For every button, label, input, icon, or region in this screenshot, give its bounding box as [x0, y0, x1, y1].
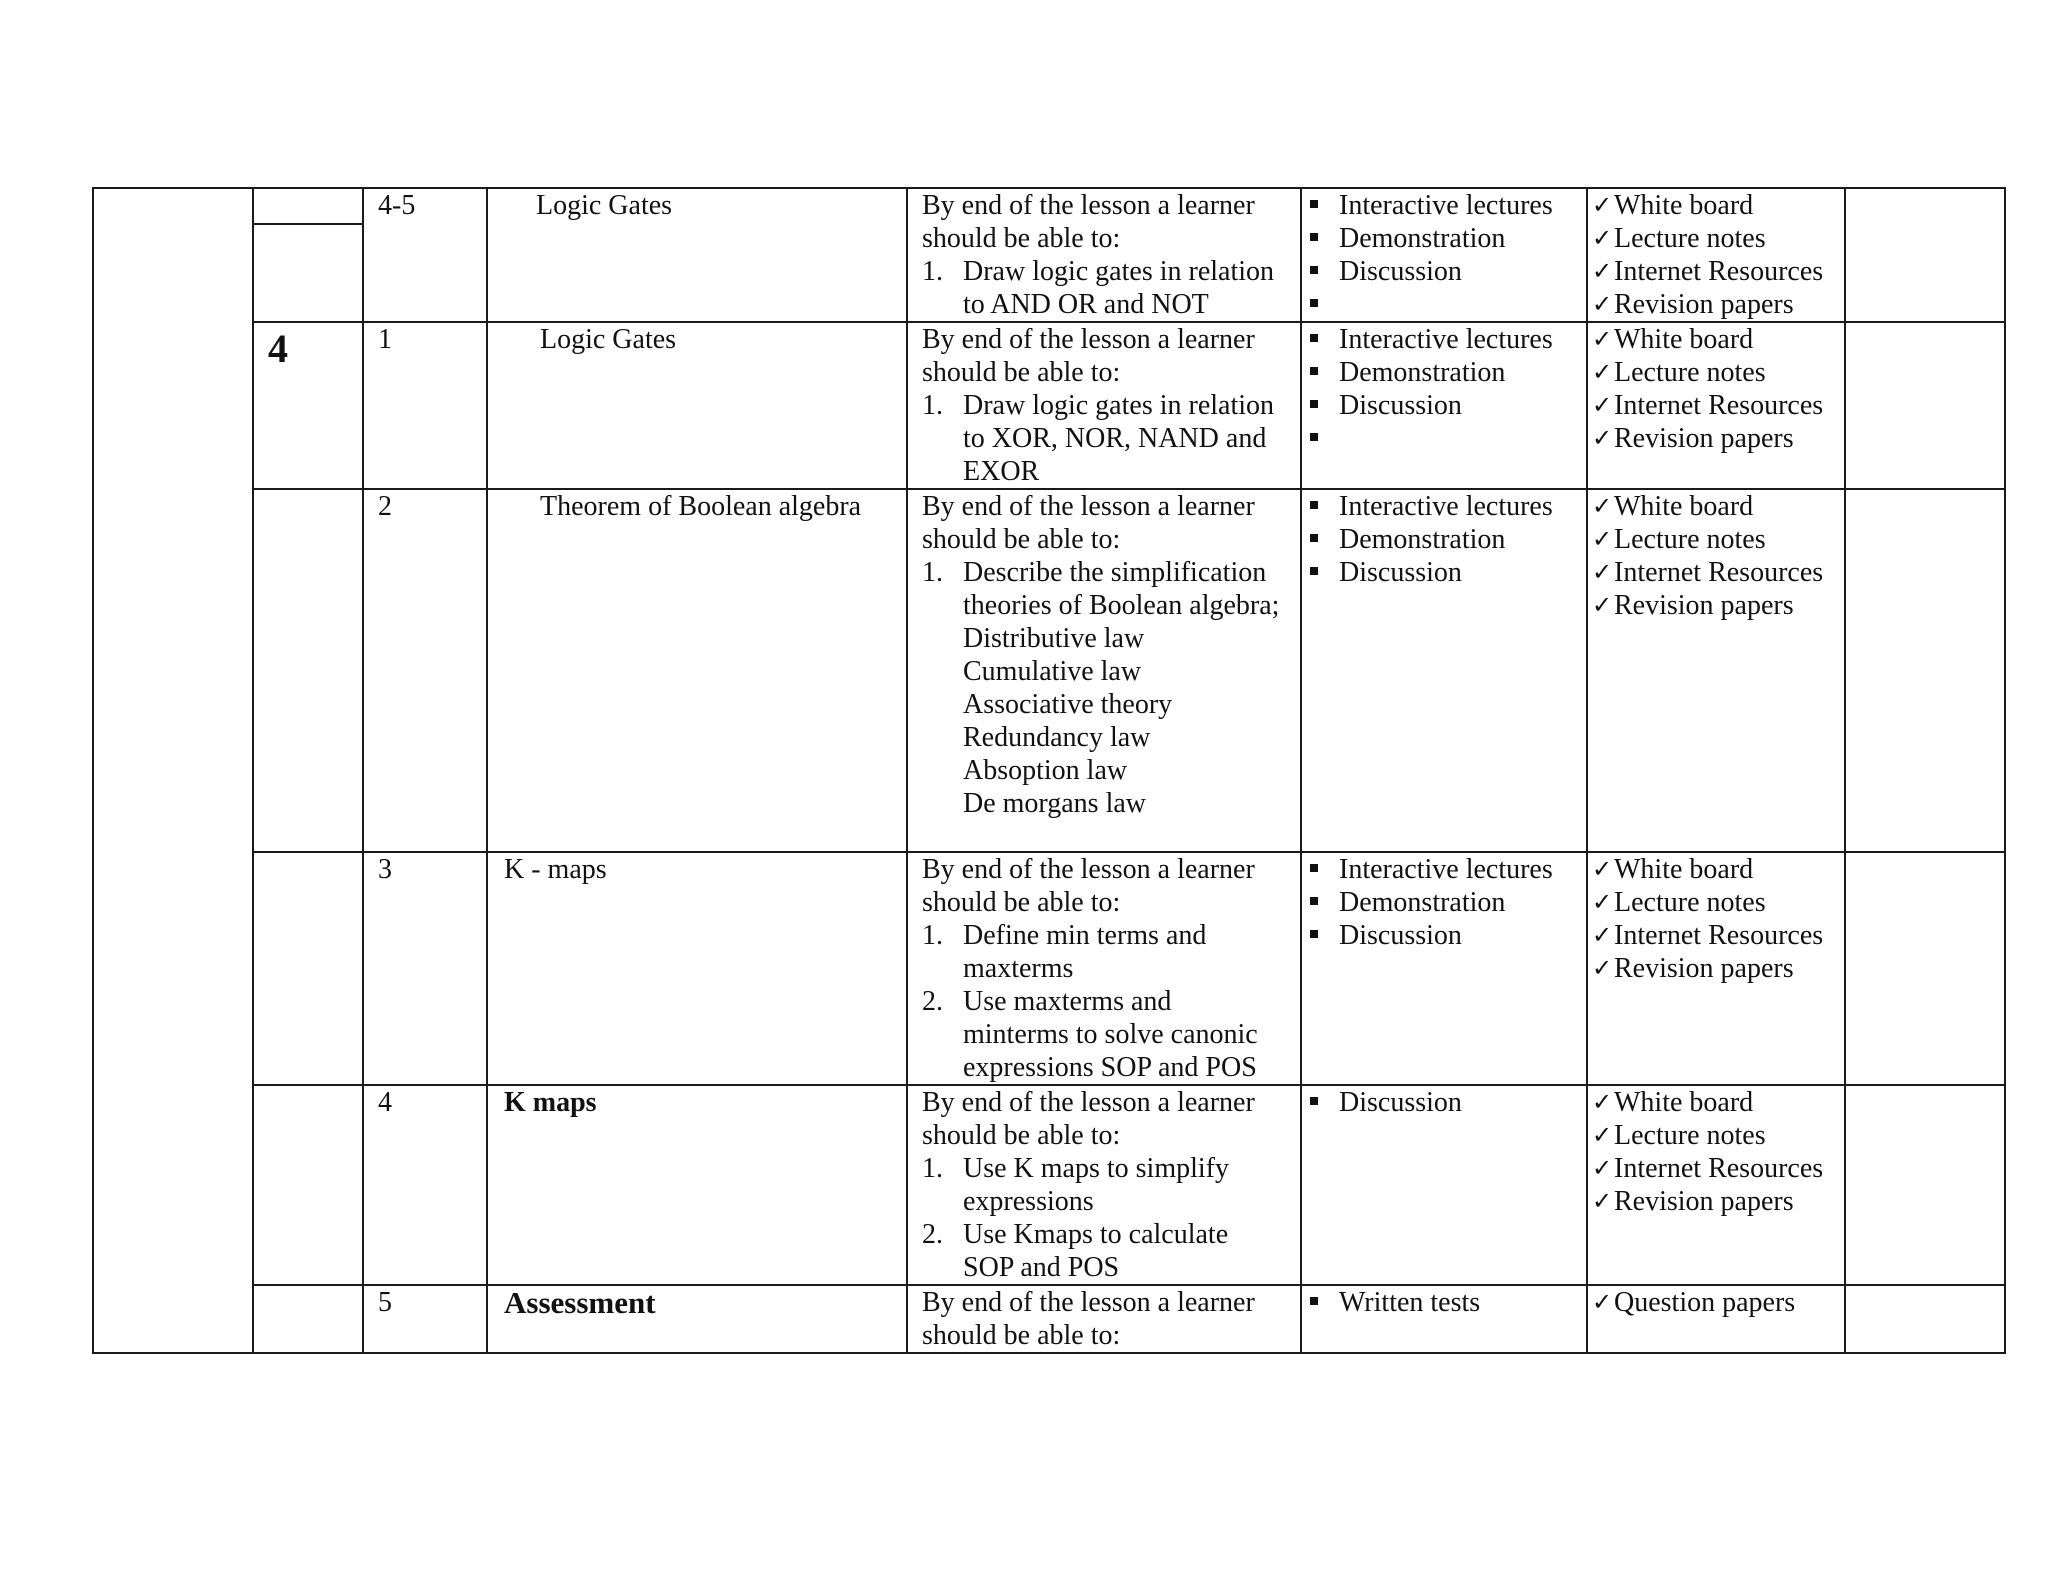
resource-item: ✓ Revision papers — [1592, 590, 1794, 621]
intro-line: should be able to: — [922, 1120, 1121, 1151]
resources-cell — [1587, 852, 1845, 1085]
check-icon: ✓ — [1592, 888, 1613, 916]
resources-cell — [1587, 1285, 1845, 1353]
objective-line: SOP and POS — [963, 1252, 1120, 1283]
lesson-number: 4-5 — [363, 188, 487, 322]
objective-line: Use Kmaps to calculate — [963, 1219, 1229, 1250]
method-item: Discussion — [1306, 1086, 1586, 1119]
objectives-intro — [922, 189, 1294, 255]
topic-cell: K maps — [487, 1085, 907, 1285]
objective-line: expressions SOP and POS — [963, 1052, 1257, 1083]
objective-line: theories of Boolean algebra; — [963, 590, 1280, 621]
lesson-number: 2 — [363, 489, 487, 852]
intro-line: should be able to: — [922, 524, 1121, 555]
resources-cell — [1587, 1085, 1845, 1285]
check-icon: ✓ — [1592, 224, 1613, 252]
objective-item — [922, 389, 1294, 488]
check-icon: ✓ — [1592, 257, 1613, 285]
week-number: 4 — [253, 322, 363, 489]
table-row — [93, 1285, 2005, 1353]
remarks-cell — [1845, 1285, 2005, 1353]
lesson-number: 5 — [363, 1285, 487, 1353]
objective-line: Draw logic gates in relation — [963, 256, 1275, 287]
resource-item: ✓ Revision papers — [1592, 953, 1794, 984]
week-cell — [253, 489, 363, 852]
check-icon: ✓ — [1592, 290, 1613, 318]
objective-line: Use maxterms and — [963, 986, 1172, 1017]
check-icon: ✓ — [1592, 1154, 1613, 1182]
intro-line: should be able to: — [922, 1320, 1121, 1351]
objective-line: minterms to solve canonic — [963, 1019, 1258, 1050]
check-icon: ✓ — [1592, 525, 1613, 553]
objective-item — [922, 556, 1294, 820]
objective-item — [922, 919, 1294, 985]
objective-item — [922, 1152, 1294, 1218]
resource-item: ✓ Internet Resources — [1592, 1153, 1824, 1184]
table-row — [93, 852, 2005, 1085]
scheme-of-work-table — [92, 187, 2006, 1354]
objective-line: Define min terms and — [963, 920, 1207, 951]
resource-item: ✓ Lecture notes — [1592, 887, 1766, 918]
objectives-cell — [907, 489, 1301, 852]
topic-cell: Theorem of Boolean algebra — [487, 489, 907, 852]
method-item: Demonstration — [1306, 356, 1586, 389]
resources-cell — [1587, 489, 1845, 852]
method-item: Demonstration — [1306, 222, 1586, 255]
method-item — [1306, 422, 1586, 455]
method-item: Interactive lectures — [1306, 853, 1586, 886]
resource-item: ✓ White board — [1592, 854, 1754, 885]
resources-cell — [1587, 188, 1845, 322]
objective-number: 1. — [922, 920, 943, 951]
method-item: Demonstration — [1306, 523, 1586, 556]
check-icon: ✓ — [1592, 1288, 1613, 1316]
method-item: Interactive lectures — [1306, 189, 1586, 222]
topic-cell: Logic Gates — [487, 188, 907, 322]
resource-item: ✓ Internet Resources — [1592, 390, 1824, 421]
methods-cell — [1301, 852, 1587, 1085]
objective-line: Draw logic gates in relation — [963, 390, 1275, 421]
objective-line: Cumulative law — [963, 656, 1142, 687]
intro-line: By end of the lesson a learner — [922, 1287, 1255, 1318]
cell-divider — [254, 189, 362, 225]
method-item — [1306, 288, 1586, 321]
week-cell — [253, 852, 363, 1085]
lesson-number: 3 — [363, 852, 487, 1085]
objective-line: Absoption law — [963, 755, 1128, 786]
lesson-number: 1 — [363, 322, 487, 489]
objective-line: Distributive law — [963, 623, 1145, 654]
method-item: Discussion — [1306, 255, 1586, 288]
method-item: Demonstration — [1306, 886, 1586, 919]
check-icon: ✓ — [1592, 1088, 1613, 1116]
objectives-cell — [907, 1085, 1301, 1285]
check-icon: ✓ — [1592, 591, 1613, 619]
intro-line: By end of the lesson a learner — [922, 854, 1255, 885]
remarks-cell — [1845, 322, 2005, 489]
method-item: Discussion — [1306, 556, 1586, 589]
methods-cell — [1301, 489, 1587, 852]
objectives-cell — [907, 322, 1301, 489]
objective-line: Redundancy law — [963, 722, 1151, 753]
objective-number: 1. — [922, 557, 943, 588]
resources-cell — [1587, 322, 1845, 489]
check-icon: ✓ — [1592, 391, 1613, 419]
intro-line: should be able to: — [922, 223, 1121, 254]
method-item: Interactive lectures — [1306, 323, 1586, 356]
check-icon: ✓ — [1592, 424, 1613, 452]
resource-item: ✓ Question papers — [1592, 1287, 1796, 1318]
objective-number: 1. — [922, 1153, 943, 1184]
week-cell — [253, 1285, 363, 1353]
check-icon: ✓ — [1592, 325, 1613, 353]
resource-item: ✓ Lecture notes — [1592, 524, 1766, 555]
resource-item: ✓ Revision papers — [1592, 289, 1794, 320]
objective-line: Describe the simplification — [963, 557, 1267, 588]
objective-item — [922, 985, 1294, 1084]
table-row — [93, 1085, 2005, 1285]
table-row — [93, 188, 2005, 322]
resource-item: ✓ Lecture notes — [1592, 357, 1766, 388]
remarks-cell — [1845, 852, 2005, 1085]
intro-line: By end of the lesson a learner — [922, 324, 1255, 355]
objective-item — [922, 1218, 1294, 1284]
objective-number: 1. — [922, 256, 943, 287]
check-icon: ✓ — [1592, 1121, 1613, 1149]
resource-item: ✓ Revision papers — [1592, 423, 1794, 454]
objective-line: to AND OR and NOT — [963, 289, 1209, 320]
week-cell — [253, 188, 363, 322]
method-item: Discussion — [1306, 919, 1586, 952]
table-row — [93, 322, 2005, 489]
methods-cell — [1301, 322, 1587, 489]
topic-cell: Assessment — [487, 1285, 907, 1353]
check-icon: ✓ — [1592, 921, 1613, 949]
lesson-number: 4 — [363, 1085, 487, 1285]
methods-cell — [1301, 1285, 1587, 1353]
objective-number: 2. — [922, 986, 943, 1017]
check-icon: ✓ — [1592, 191, 1613, 219]
resource-item: ✓ Lecture notes — [1592, 1120, 1766, 1151]
method-item: Interactive lectures — [1306, 490, 1586, 523]
resource-item: ✓ White board — [1592, 324, 1754, 355]
objective-line: Associative theory — [963, 689, 1173, 720]
objective-line: EXOR — [963, 456, 1040, 487]
resource-item: ✓ Lecture notes — [1592, 223, 1766, 254]
methods-cell — [1301, 188, 1587, 322]
table-row — [93, 489, 2005, 852]
resource-item: ✓ Internet Resources — [1592, 557, 1824, 588]
methods-cell — [1301, 1085, 1587, 1285]
week-cell — [253, 1085, 363, 1285]
remarks-cell — [1845, 1085, 2005, 1285]
resource-item: ✓ Revision papers — [1592, 1186, 1794, 1217]
resource-item: ✓ White board — [1592, 190, 1754, 221]
check-icon: ✓ — [1592, 1187, 1613, 1215]
resource-item: ✓ White board — [1592, 491, 1754, 522]
topic-cell: K - maps — [487, 852, 907, 1085]
objective-number: 2. — [922, 1219, 943, 1250]
check-icon: ✓ — [1592, 855, 1613, 883]
objective-line: De morgans law — [963, 788, 1146, 819]
objective-line: maxterms — [963, 953, 1074, 984]
check-icon: ✓ — [1592, 492, 1613, 520]
intro-line: By end of the lesson a learner — [922, 491, 1255, 522]
check-icon: ✓ — [1592, 954, 1613, 982]
objectives-cell — [907, 188, 1301, 322]
objective-line: expressions — [963, 1186, 1094, 1217]
objective-line: Use K maps to simplify — [963, 1153, 1229, 1184]
intro-line: By end of the lesson a learner — [922, 190, 1255, 221]
check-icon: ✓ — [1592, 558, 1613, 586]
resource-item: ✓ Internet Resources — [1592, 256, 1824, 287]
resource-item: ✓ Internet Resources — [1592, 920, 1824, 951]
objective-item — [922, 255, 1294, 321]
objective-number: 1. — [922, 390, 943, 421]
intro-line: should be able to: — [922, 887, 1121, 918]
method-item: Written tests — [1306, 1286, 1586, 1319]
outer-blank-cell — [93, 188, 253, 1353]
topic-cell: Logic Gates — [487, 322, 907, 489]
method-item: Discussion — [1306, 389, 1586, 422]
intro-line: should be able to: — [922, 357, 1121, 388]
remarks-cell — [1845, 188, 2005, 322]
objective-line: to XOR, NOR, NAND and — [963, 423, 1267, 454]
resource-item: ✓ White board — [1592, 1087, 1754, 1118]
check-icon: ✓ — [1592, 358, 1613, 386]
objectives-cell — [907, 1285, 1301, 1353]
intro-line: By end of the lesson a learner — [922, 1087, 1255, 1118]
remarks-cell — [1845, 489, 2005, 852]
objectives-cell — [907, 852, 1301, 1085]
